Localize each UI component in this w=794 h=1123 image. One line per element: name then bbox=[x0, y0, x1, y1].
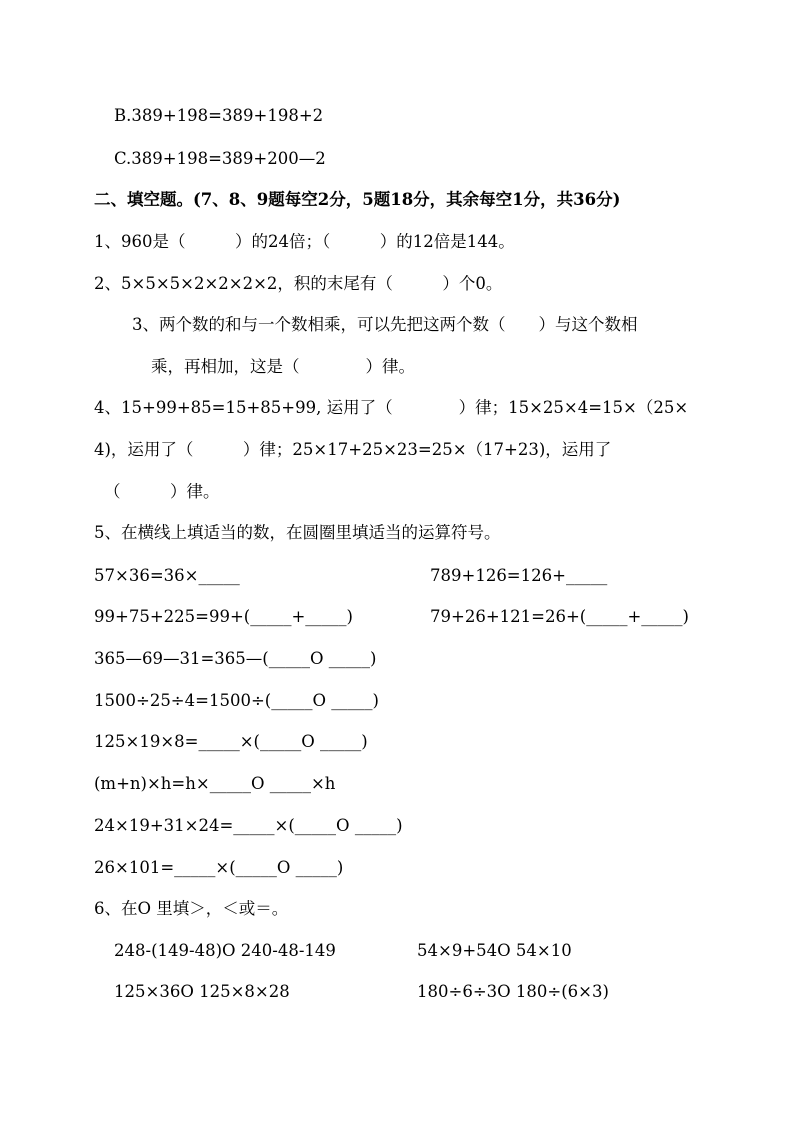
q5-row-1-left: 57×36=36×_____ bbox=[94, 566, 240, 585]
question-5-title: 5、在横线上填适当的数，在圆圈里填适当的运算符号。 bbox=[94, 523, 501, 542]
q5-row-1-right: 789+126=126+_____ bbox=[430, 566, 608, 585]
q5-row-4: 1500÷25÷4=1500÷(_____O _____) bbox=[94, 691, 379, 710]
section-heading: 二、填空题。(7、8、9题每空2分，5题18分，其余每空1分，共36分) bbox=[94, 190, 621, 209]
q6-row-1-right: 54×9+54O 54×10 bbox=[417, 941, 572, 960]
q5-row-3: 365—69—31=365—(_____O _____) bbox=[94, 649, 377, 668]
q5-row-2-left: 99+75+225=99+(_____+_____) bbox=[94, 607, 353, 626]
question-4-line-3: （ ）律。 bbox=[104, 482, 220, 501]
option-c: C.389+198=389+200—2 bbox=[114, 149, 326, 168]
q6-row-2-right: 180÷6÷3O 180÷(6×3) bbox=[417, 982, 609, 1001]
question-1: 1、960是（ ）的24倍；（ ）的12倍是144。 bbox=[94, 232, 515, 251]
question-3-line-1: 3、两个数的和与一个数相乘，可以先把这两个数（ ）与这个数相 bbox=[132, 315, 638, 334]
question-3-line-2: 乘，再相加，这是（ ）律。 bbox=[151, 357, 415, 376]
question-4-line-2: 4)，运用了（ ）律；25×17+25×23=25×（17+23)，运用了 bbox=[94, 440, 612, 459]
question-4-line-1: 4、15+99+85=15+85+99, 运用了（ ）律；15×25×4=15×（25× bbox=[94, 398, 689, 417]
option-b: B.389+198=389+198+2 bbox=[114, 106, 324, 125]
q5-row-6: (m+n)×h=h×_____O _____×h bbox=[94, 774, 336, 793]
q6-row-1-left: 248-(149-48)O 240-48-149 bbox=[114, 941, 336, 960]
question-2: 2、5×5×5×2×2×2×2，积的末尾有（ ）个0。 bbox=[94, 274, 503, 293]
question-6-title: 6、在O 里填＞，＜或＝。 bbox=[94, 899, 289, 918]
q6-row-2-left: 125×36O 125×8×28 bbox=[114, 982, 290, 1001]
q5-row-5: 125×19×8=_____×(_____O _____) bbox=[94, 732, 368, 751]
q5-row-2-right: 79+26+121=26+(_____+_____) bbox=[430, 607, 689, 626]
q5-row-8: 26×101=_____×(_____O _____) bbox=[94, 858, 344, 877]
q5-row-7: 24×19+31×24=_____×(_____O _____) bbox=[94, 816, 403, 835]
